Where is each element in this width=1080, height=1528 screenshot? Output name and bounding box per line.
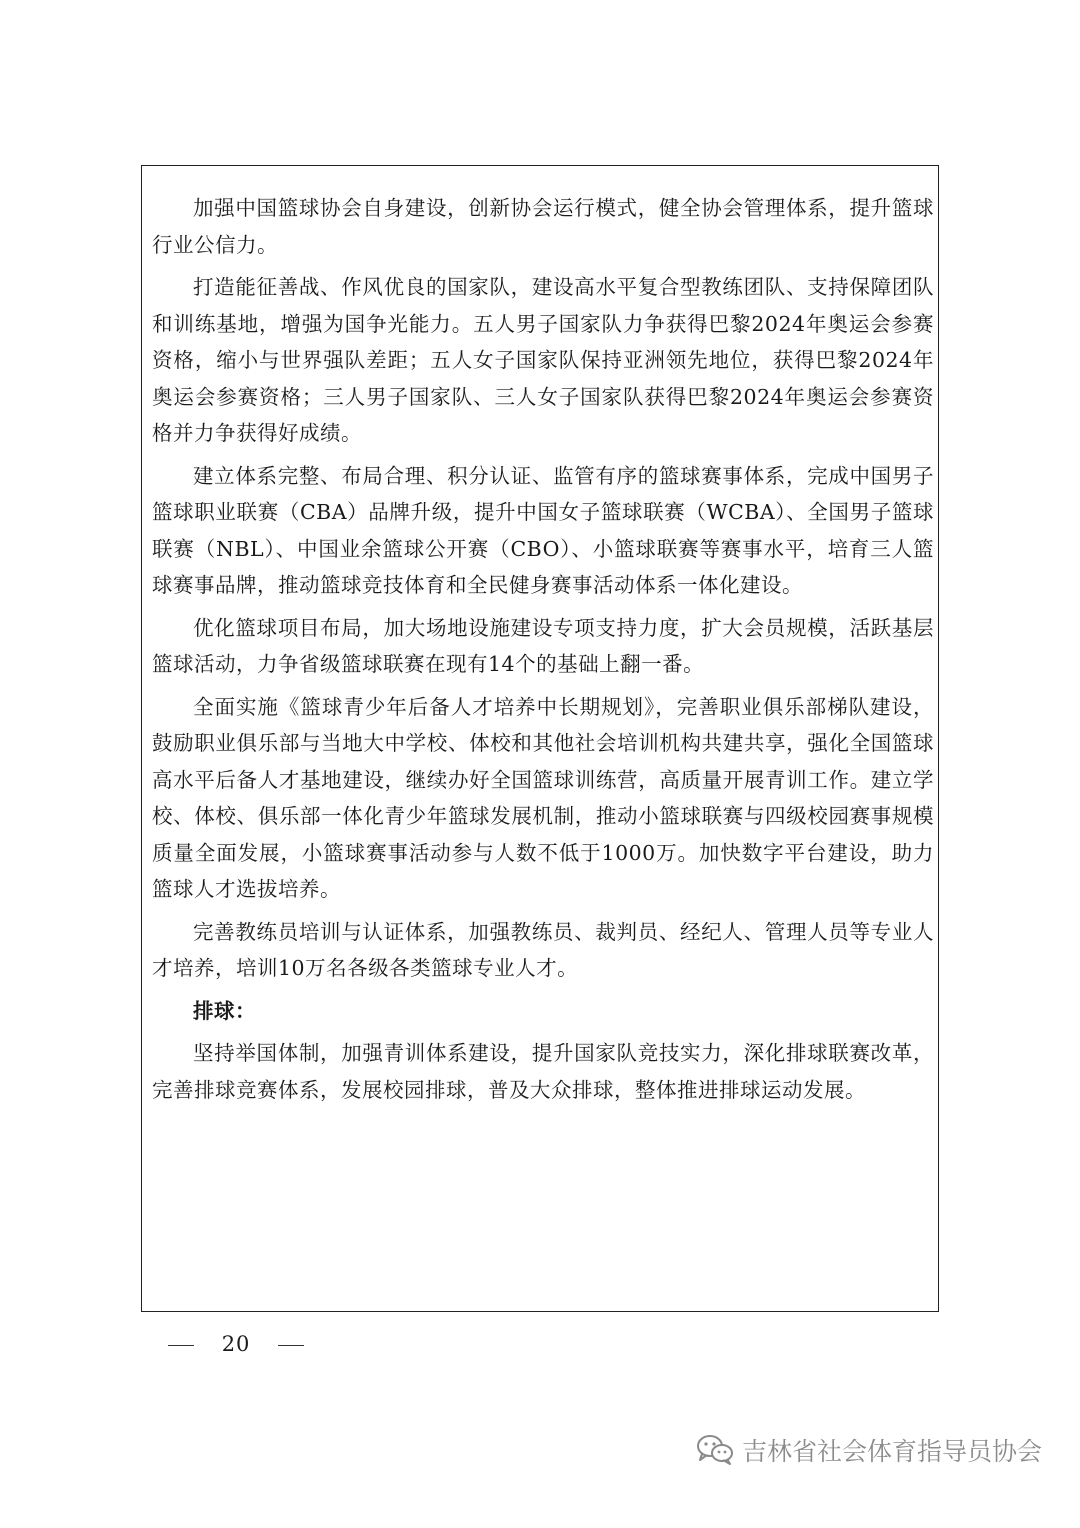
- page-footer: [168, 1332, 304, 1356]
- document-body: [152, 190, 934, 1114]
- paragraph-association-building: 加强中国篮球协会自身建设，创新协会运行模式，健全协会管理体系，提升篮球行业公信力。: [152, 196, 934, 257]
- footer-dash-left: [168, 1345, 194, 1346]
- paragraph-coach-training: 完善教练员培训与认证体系，加强教练员、裁判员、经纪人、管理人员等专业人才培养，培训10万名各级各类篮球专业人才。: [152, 919, 934, 980]
- paragraph-competition-system: 建立体系完整、布局合理、积分认证、监管有序的篮球赛事体系，完成中国男子篮球职业联赛（CBA）品牌升级，提升中国女子篮球联赛（WCBA）、全国男子篮球联赛（NBL）、中国业余篮球公开赛（CBO）、小篮球联赛等赛事水平，培育三人篮球赛事品牌，推动篮球竞技体育和全民健身赛事活动体系一体化建设。: [152, 463, 934, 597]
- watermark-text: 吉林省社会体育指导员协会: [741, 1437, 1042, 1466]
- paragraph-national-team: 打造能征善战、作风优良的国家队，建设高水平复合型教练团队、支持保障团队和训练基地，增强为国争光能力。五人男子国家队力争获得巴黎2024年奥运会参赛资格，缩小与世界强队差距；五人女子国家队保持亚洲领先地位，获得巴黎2024年奥运会参赛资格；三人男子国家队、三人女子国家队获得巴黎2024年奥运会参赛资格并力争获得好成绩。: [152, 275, 934, 445]
- watermark: [696, 1432, 1042, 1468]
- paragraph-project-layout: 优化篮球项目布局，加大场地设施建设专项支持力度，扩大会员规模，活跃基层篮球活动，力争省级篮球联赛在现有14个的基础上翻一番。: [152, 615, 934, 676]
- paragraph-volleyball: 坚持举国体制，加强青训体系建设，提升国家队竞技实力，深化排球联赛改革，完善排球竞赛体系，发展校园排球，普及大众排球，整体推进排球运动发展。: [152, 1041, 934, 1102]
- wechat-icon: [696, 1434, 734, 1466]
- section-heading-volleyball: 排球：: [193, 998, 256, 1023]
- paragraph-youth-talent: 全面实施《篮球青少年后备人才培养中长期规划》，完善职业俱乐部梯队建设，鼓励职业俱乐部与当地大中学校、体校和其他社会培训机构共建共享，强化全国篮球高水平后备人才基地建设，继续办好全国篮球训练营，高质量开展青训工作。建立学校、体校、俱乐部一体化青少年篮球发展机制，推动小篮球联赛与四级校园赛事规模质量全面发展，小篮球赛事活动参与人数不低于1000万。加快数字平台建设，助力篮球人才选拔培养。: [152, 694, 934, 901]
- footer-dash-right: [278, 1345, 304, 1346]
- page-number: 20: [221, 1332, 251, 1356]
